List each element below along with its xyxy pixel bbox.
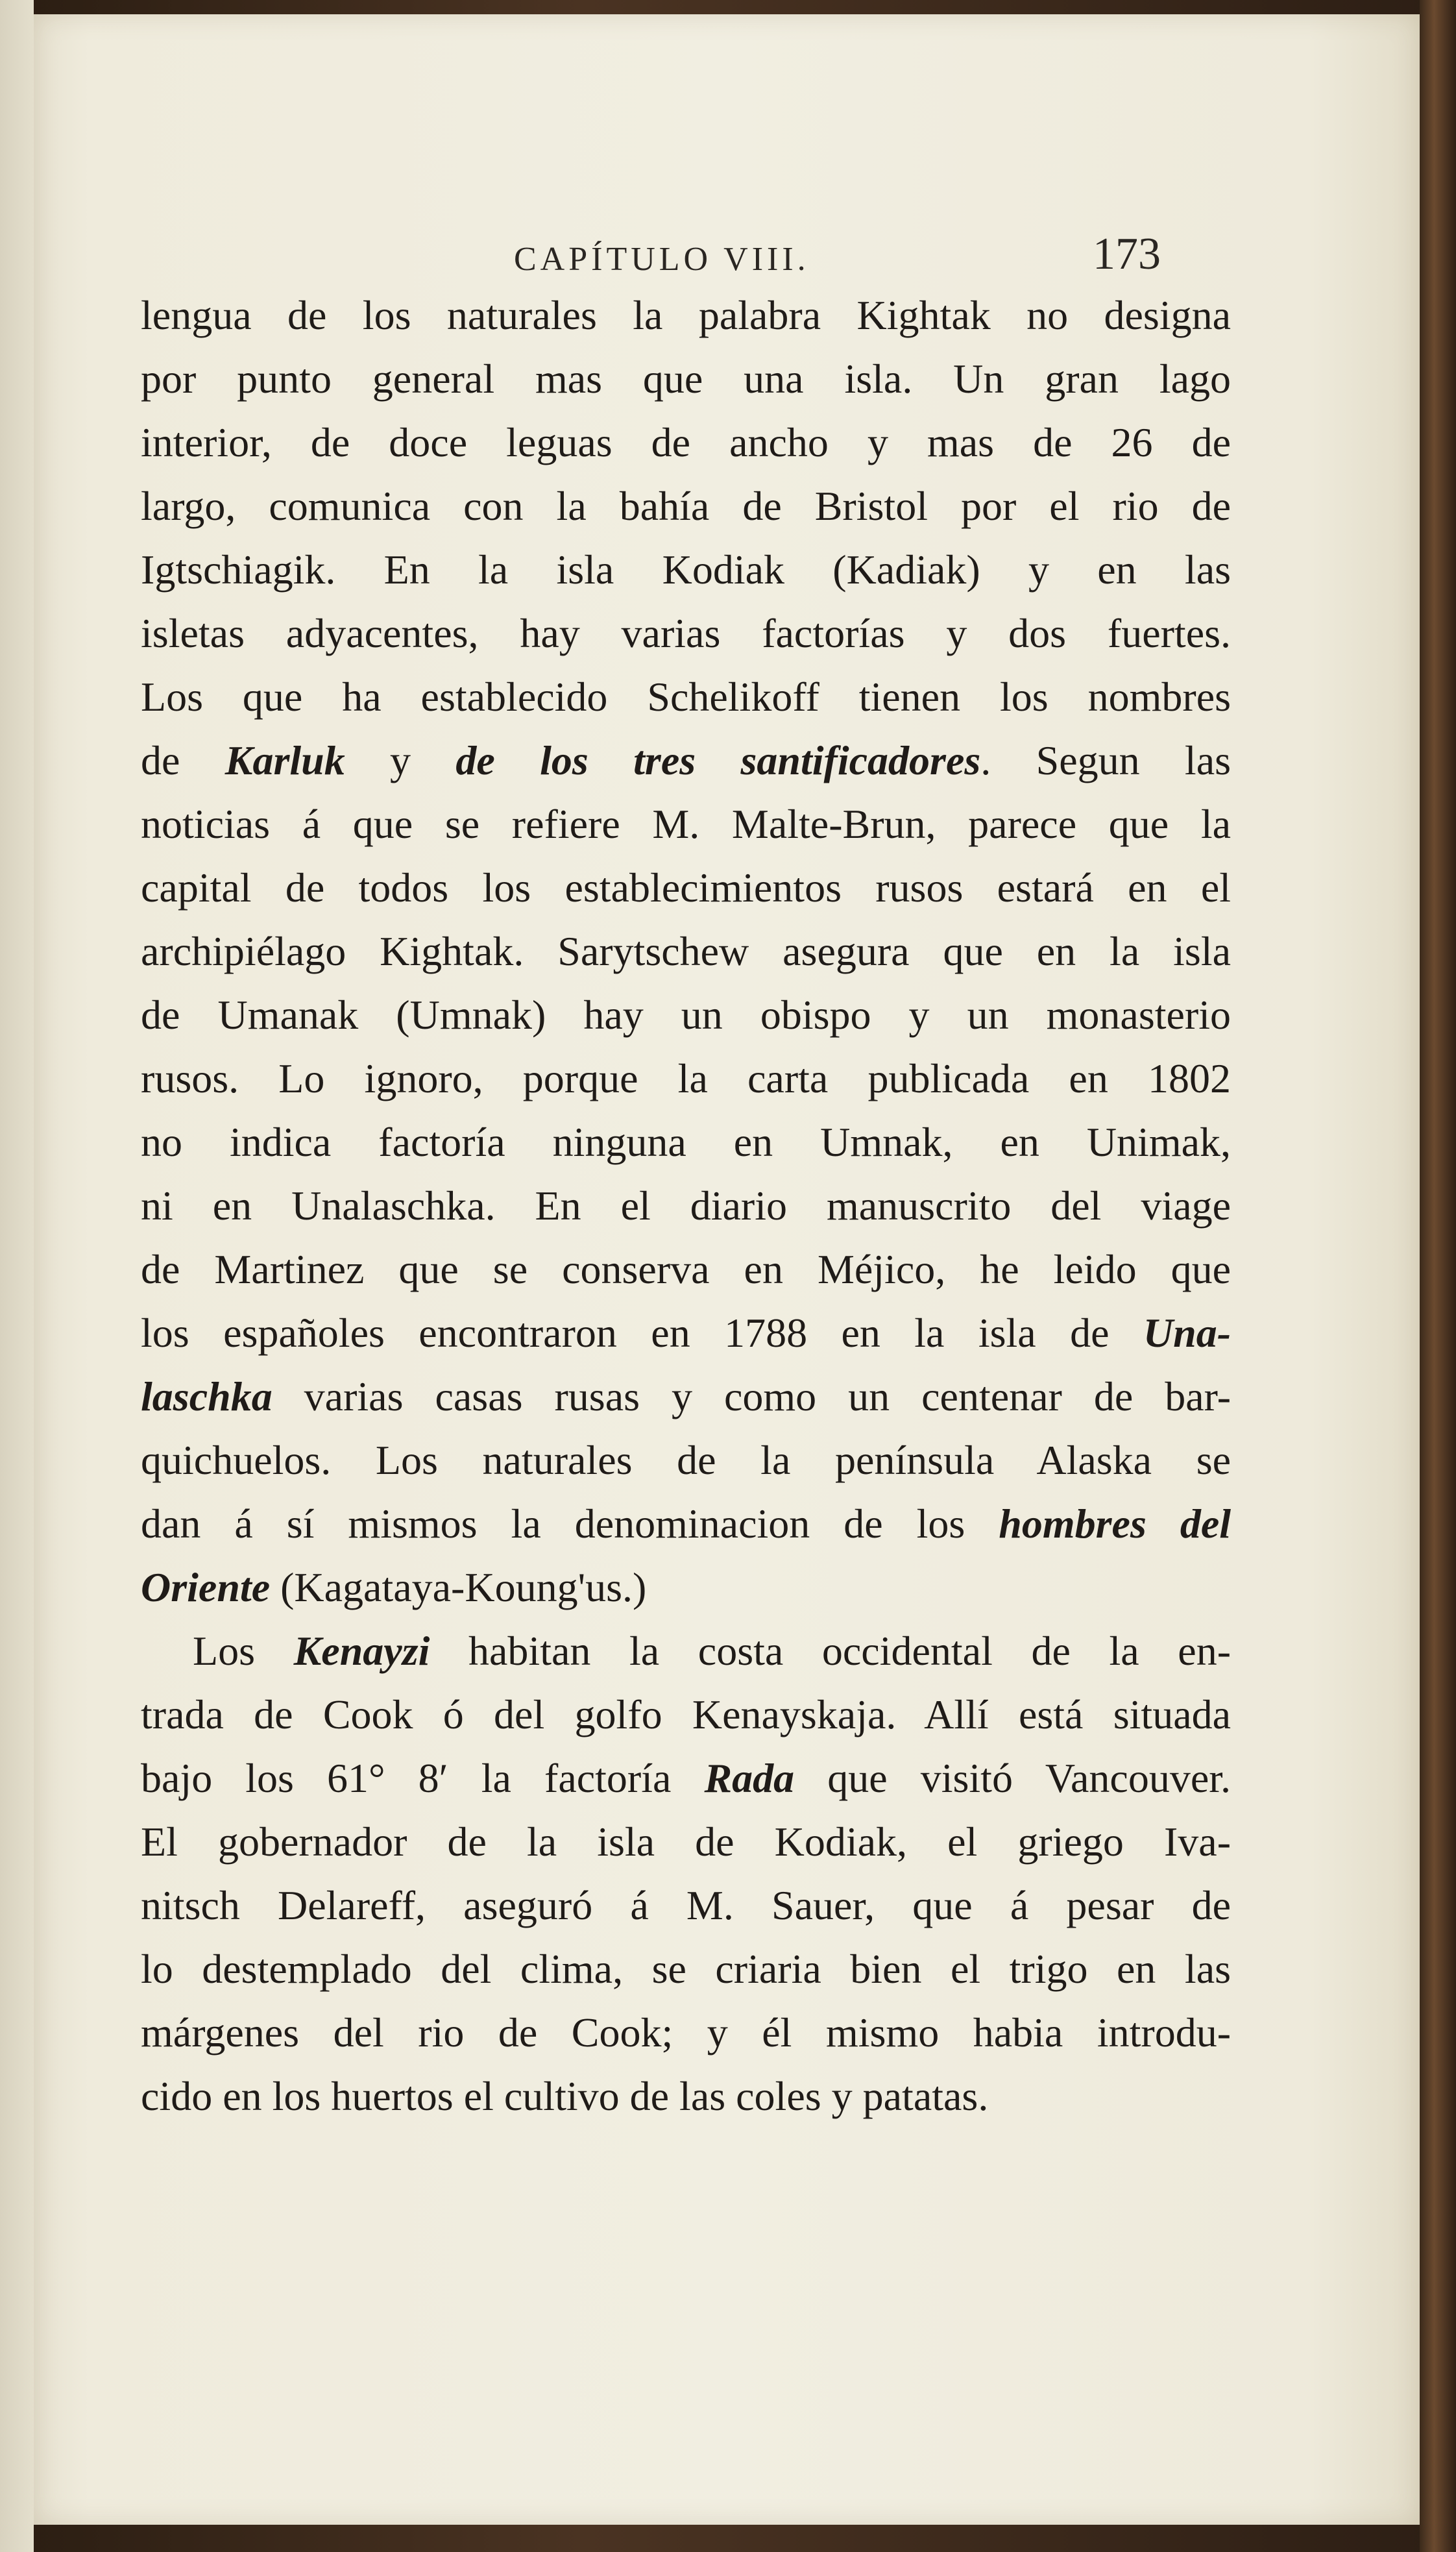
text-line	[141, 1683, 1231, 1747]
text-line	[141, 920, 1231, 983]
text-run: los españoles encontraron en 1788 en la isla de	[141, 1310, 1143, 1356]
text-line	[141, 1874, 1231, 1937]
text-run: no indica factoría ninguna en Umnak, en Unimak,	[141, 1119, 1231, 1165]
text-run: lo destemplado del clima, se criaria bien el trigo en las	[141, 1946, 1231, 1992]
text-line	[141, 792, 1231, 856]
text-run: que visitó Vancouver.	[794, 1755, 1232, 1801]
text-run: por punto general mas que una isla. Un gran lago	[141, 356, 1231, 402]
text-line	[141, 474, 1231, 538]
text-line	[141, 1429, 1231, 1492]
emphasized-text: Una-	[1143, 1310, 1231, 1356]
text-line	[141, 1747, 1231, 1810]
emphasized-text: Oriente	[141, 1564, 271, 1610]
text-line	[141, 1365, 1231, 1429]
text-run: de	[141, 737, 225, 783]
text-run: capital de todos los establecimientos rusos estará en el	[141, 865, 1231, 911]
emphasized-text: de los tres santificadores	[455, 737, 981, 783]
text-run: rusos. Lo ignoro, porque la carta publicada en 1802	[141, 1055, 1231, 1101]
text-run: cido en los huertos el cultivo de las coles y patatas.	[141, 2073, 989, 2119]
text-run: largo, comunica con la bahía de Bristol por el rio de	[141, 483, 1231, 529]
text-run: nitsch Delareff, aseguró á M. Sauer, que á pesar de	[141, 1882, 1231, 1928]
text-run: trada de Cook ó del golfo Kenayskaja. Allí está situada	[141, 1691, 1231, 1737]
text-run: . Segun las	[980, 737, 1232, 783]
text-run: habitan la costa occidental de la en-	[430, 1628, 1231, 1674]
emphasized-text: laschka	[141, 1373, 273, 1419]
book-page	[34, 14, 1420, 2525]
text-line	[141, 347, 1231, 411]
text-run: lengua de los naturales la palabra Kightak no designa	[141, 292, 1231, 338]
text-line	[141, 729, 1231, 792]
text-run: archipiélago Kightak. Sarytschew asegura que en la isla	[141, 928, 1231, 974]
text-line	[141, 1110, 1231, 1174]
emphasized-text: Karluk	[224, 737, 345, 783]
text-run: dan á sí mismos la denominacion de los	[141, 1501, 999, 1547]
text-line	[141, 856, 1231, 920]
text-run: interior, de doce leguas de ancho y mas de 26 de	[141, 419, 1231, 465]
text-run: Los	[193, 1628, 294, 1674]
text-run: y	[345, 737, 456, 783]
text-line	[141, 1301, 1231, 1365]
book-binding-edge	[1420, 0, 1456, 2552]
emphasized-text: Rada	[704, 1755, 795, 1801]
text-run: isletas adyacentes, hay varias factorías y dos fuertes.	[141, 610, 1231, 656]
text-run: de Martinez que se conserva en Méjico, he leido que	[141, 1246, 1231, 1292]
text-line	[141, 602, 1231, 665]
text-run: noticias á que se refiere M. Malte-Brun, parece que la	[141, 801, 1231, 847]
text-line	[141, 1047, 1231, 1110]
body-text	[141, 284, 1231, 2128]
text-run: varias casas rusas y como un centenar de bar-	[272, 1373, 1231, 1419]
text-line	[141, 538, 1231, 602]
running-head: CAPÍTULO VIII.	[514, 241, 810, 278]
text-run: márgenes del rio de Cook; y él mismo habia introdu-	[141, 2009, 1231, 2055]
text-line	[141, 1619, 1231, 1683]
emphasized-text: hombres del	[999, 1501, 1231, 1547]
text-run: Igtschiagik. En la isla Kodiak (Kadiak) y en las	[141, 546, 1231, 593]
text-run: (Kagataya-Koung'us.)	[270, 1564, 647, 1610]
facing-page-edge	[0, 0, 34, 2552]
text-line	[141, 2001, 1231, 2065]
text-line	[141, 983, 1231, 1047]
text-line	[141, 1810, 1231, 1874]
text-run: ni en Unalaschka. En el diario manuscrito del viage	[141, 1183, 1231, 1229]
emphasized-text: Kenayzi	[293, 1628, 430, 1674]
text-line	[141, 1556, 1231, 1619]
text-line	[141, 1238, 1231, 1301]
text-run: Los que ha establecido Schelikoff tienen los nombres	[141, 674, 1231, 720]
text-run: El gobernador de la isla de Kodiak, el griego Iva-	[141, 1819, 1231, 1865]
text-line	[141, 411, 1231, 474]
text-line	[141, 2065, 1231, 2128]
text-line	[141, 1174, 1231, 1238]
text-run: bajo los 61° 8′ la factoría	[141, 1755, 705, 1801]
text-line	[141, 1492, 1231, 1556]
page-header	[34, 228, 1420, 287]
text-line	[141, 665, 1231, 729]
page-number: 173	[1093, 229, 1161, 279]
text-run: quichuelos. Los naturales de la península Alaska se	[141, 1437, 1231, 1483]
text-run: de Umanak (Umnak) hay un obispo y un monasterio	[141, 992, 1231, 1038]
text-line	[141, 1937, 1231, 2001]
text-line	[141, 284, 1231, 347]
